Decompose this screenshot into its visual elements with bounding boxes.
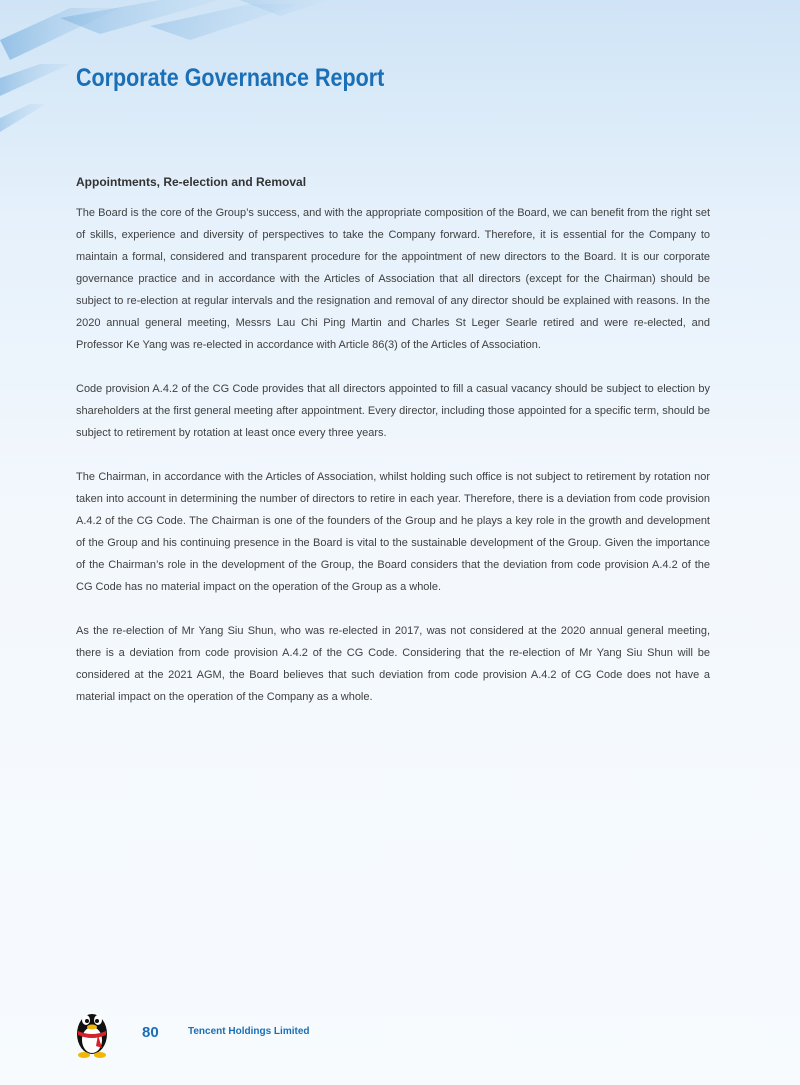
company-name: Tencent Holdings Limited <box>188 1026 310 1037</box>
body-paragraph: As the re-election of Mr Yang Siu Shun, who was re-elected in 2017, was not considered at the 2020 annual general meeting, there is a deviation from code provision A.4.2 of the CG Code. Considering that the re-election of Mr Yang Siu Shun will be considered at the 2021 AGM, the Board believes that such deviation from code provision A.4.2 of CG Code does not have a material impact on the operation of the Company as a whole. <box>76 625 710 703</box>
decor-stripe <box>0 64 70 96</box>
body-paragraph: Code provision A.4.2 of the CG Code provides that all directors appointed to fill a casual vacancy should be subject to election by shareholders at the first general meeting after appointment. Every director, including those appointed for a specific term, should be subject to retirement by rotation at least once every three years. <box>76 383 710 439</box>
body-paragraph: The Board is the core of the Group’s success, and with the appropriate composition of the Board, we can benefit from the right set of skills, experience and diversity of perspectives to take the Company forward. Therefore, it is essential for the Company to maintain a formal, considered and transparent procedure for the appointment of new directors to the Board. It is our corporate governance practice and in accordance with the Articles of Association that all directors (except for the Chairman) should be subject to re-election at regular intervals and the resignation and removal of any director should be explained with reasons. In the 2020 annual general meeting, Messrs Lau Chi Ping Martin and Charles St Leger Searle retired and were re-elected, and Professor Ke Yang was re-elected in accordance with Article 86(3) of the Articles of Association. <box>76 207 710 351</box>
page-footer <box>72 1004 372 1064</box>
header-decoration <box>0 0 800 200</box>
body-paragraph: The Chairman, in accordance with the Articles of Association, whilst holding such office is not subject to retirement by rotation nor taken into account in determining the number of directors to retire in each year. Therefore, there is a deviation from code provision A.4.2 of the CG Code. The Chairman is one of the founders of the Group and he plays a key role in the growth and development of the Group and his continuing presence in the Board is vital to the sustainable development of the Group. Given the importance of the Chairman’s role in the development of the Group, the Board considers that the deviation from code provision A.4.2 of the CG Code has no material impact on the operation of the Group as a whole. <box>76 471 710 593</box>
decor-stripe <box>0 104 46 132</box>
section-heading: Appointments, Re-election and Removal <box>76 175 307 189</box>
page-title: Corporate Governance Report <box>76 64 385 92</box>
page-number: 80 <box>142 1024 159 1041</box>
penguin-mascot-icon <box>72 1004 112 1058</box>
section-content <box>76 172 710 730</box>
